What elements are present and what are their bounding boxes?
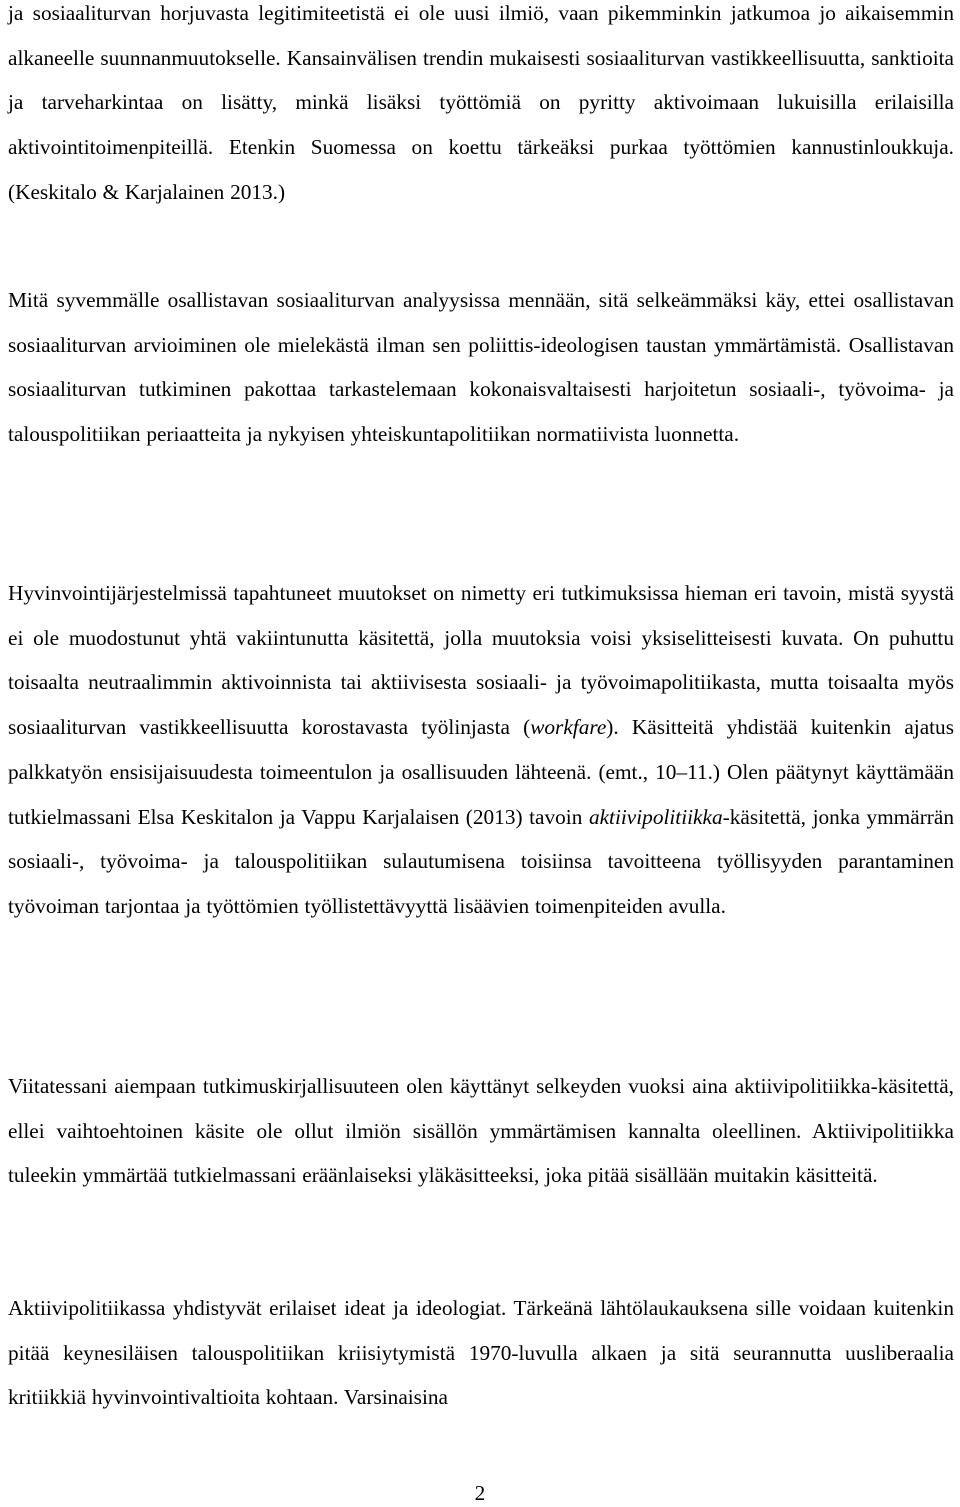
term-workfare: workfare (530, 715, 607, 740)
paragraph-4 (8, 1064, 954, 1198)
paragraph-3 (8, 571, 954, 929)
paragraph-5-text: Aktiivipolitiikassa yhdistyvät erilaiset ideat ja ideologiat. Tärkeänä lähtölaukauksena sille voidaan kuitenkin pitää keynesiläisen talouspolitiikan kriisiytymistä 1970-luvulla alkaen ja sitä seurannutta uusliberaalia kritiikkiä hyvinvointivaltioita kohtaan. Varsinaisina (8, 1296, 954, 1410)
term-aktiivipolitiikka: aktiivipolitiikka (588, 804, 723, 829)
paragraph-3-text-b: ). Käsitteitä yhdistää kuitenkin ajatus palkkatyön ensisijaisuudesta toimeentulon ja osallisuuden lähteenä. (emt., 10–11.) Olen päätynyt käyttämään tutkielmassani Elsa Keskitalon ja Vappu Karjalaisen (2013) tavoin (8, 715, 954, 829)
paragraph-4-text: Viitatessani aiempaan tutkimuskirjallisuuteen olen käyttänyt selkeyden vuoksi aina aktiivipolitiikka-käsitettä, ellei vaihtoehtoinen käsite ole ollut ilmiön sisällön ymmärtämisen kannalta oleellinen. Aktiivipolitiikka tuleekin ymmärtää tutkielmassani eräänlaiseksi yläkäsitteeksi, joka pitää sisällään muitakin käsitteitä. (8, 1074, 954, 1188)
paragraph-1 (8, 0, 954, 215)
paragraph-1-text: ja sosiaaliturvan horjuvasta legitimiteetistä ei ole uusi ilmiö, vaan pikemminkin jatkumoa jo aikaisemmin alkaneelle suunnanmuutokselle. Kansainvälisen trendin mukaisesti sosiaaliturvan vastikkeellisuutta, sanktioita ja tarveharkintaa on lisätty, minkä lisäksi työttömiä on pyritty aktivoimaan lukuisilla erilaisilla aktivointitoimenpiteillä. Etenkin Suomessa on koettu tärkeäksi purkaa työttömien kannustinloukkuja. (Keskitalo & Karjalainen 2013.) (8, 1, 954, 204)
paragraph-5 (8, 1286, 954, 1420)
paragraph-3-text-a: Hyvinvointijärjestelmissä tapahtuneet muutokset on nimetty eri tutkimuksissa hieman eri tavoin, mistä syystä ei ole muodostunut yhtä vakiintunutta käsitettä, jolla muutoksia voisi yksiselitteisesti kuvata. On puhuttu toisaalta neutraalimmin aktivoinnista tai aktiivisesta sosiaali- ja työvoimapolitiikasta, mutta toisaalta myös sosiaaliturvan vastikkeellisuutta korostavasta työlinjasta ( (8, 581, 954, 740)
page-number: 2 (474, 1481, 486, 1505)
paragraph-2 (8, 278, 954, 457)
paragraph-2-text: Mitä syvemmälle osallistavan sosiaaliturvan analyysissa mennään, sitä selkeämmäksi käy, ettei osallistavan sosiaaliturvan arvioiminen ole mielekästä ilman sen poliittis-ideologisen taustan ymmärtämistä. Osallistavan sosiaaliturvan tutkiminen pakottaa tarkastelemaan kokonaisvaltaisesti harjoitetun sosiaali-, työvoima- ja talouspolitiikan periaatteita ja nykyisen yhteiskuntapolitiikan normatiivista luonnetta. (8, 288, 954, 447)
paragraph-3-text-c: -käsitettä, jonka ymmärrän sosiaali-, työvoima- ja talouspolitiikan sulautumisena toisiinsa tavoitteena työllisyyden parantaminen työvoiman tarjontaa ja työttömien työllistettävyyttä lisäävien toimenpiteiden avulla. (8, 804, 954, 918)
